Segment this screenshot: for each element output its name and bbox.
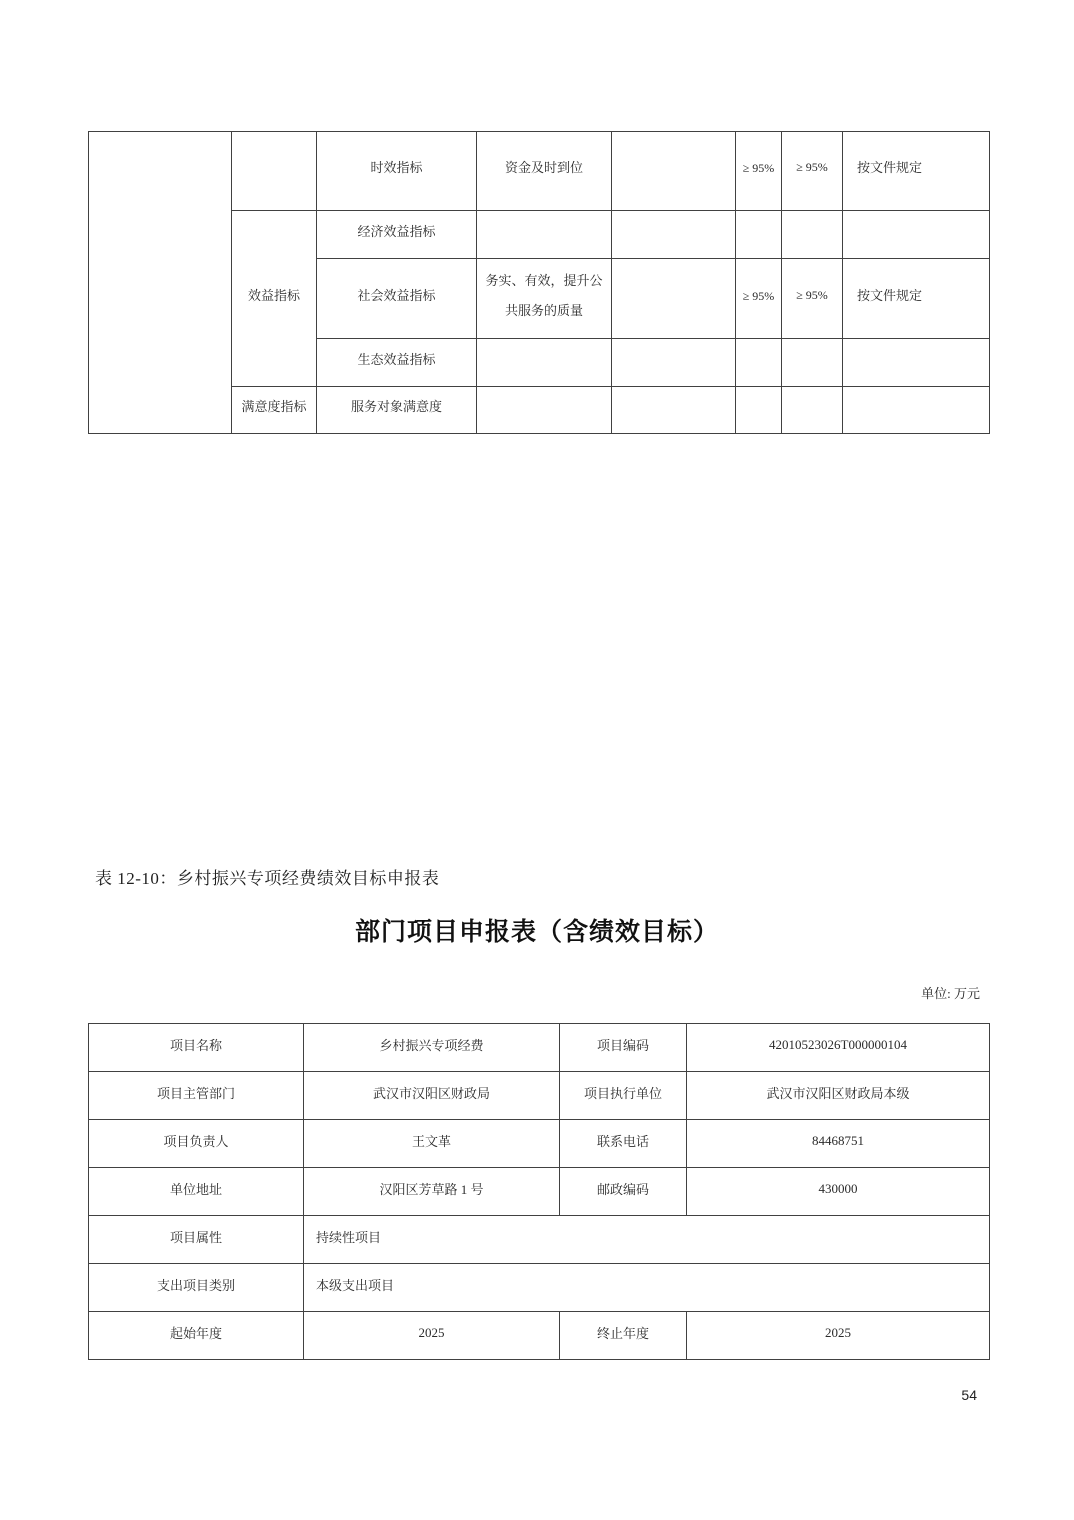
- field-value-cell: 持续性项目: [304, 1216, 990, 1264]
- field-label-cell: 项目执行单位: [560, 1072, 687, 1120]
- project-table: [88, 1023, 990, 1360]
- indicator-detail-cell: 资金及时到位: [477, 132, 612, 211]
- target-cell: [782, 387, 843, 434]
- field-label-cell: 联系电话: [560, 1120, 687, 1168]
- field-value-cell: 430000: [687, 1168, 990, 1216]
- field-value-cell: 2025: [687, 1312, 990, 1360]
- annual-target-cell: [736, 339, 782, 387]
- field-value-cell: 王文革: [304, 1120, 560, 1168]
- field-value-cell: 84468751: [687, 1120, 990, 1168]
- indicator-value-cell: [612, 211, 736, 259]
- annual-target-cell: [736, 211, 782, 259]
- field-label-cell: 支出项目类别: [89, 1264, 304, 1312]
- indicator-group-cell: [232, 132, 317, 211]
- field-label-cell: 邮政编码: [560, 1168, 687, 1216]
- basis-cell: [843, 387, 990, 434]
- basis-cell: 按文件规定: [843, 132, 990, 211]
- annual-target-cell: [736, 387, 782, 434]
- field-value-cell: 武汉市汉阳区财政局: [304, 1072, 560, 1120]
- target-cell: ≥ 95%: [782, 259, 843, 339]
- basis-cell: [843, 339, 990, 387]
- field-label-cell: 项目负责人: [89, 1120, 304, 1168]
- indicator-value-cell: [612, 132, 736, 211]
- field-value-cell: 2025: [304, 1312, 560, 1360]
- annual-target-cell: ≥ 95%: [736, 132, 782, 211]
- indicator-detail-cell: 务实、有效，提升公共服务的质量: [477, 259, 612, 339]
- indicator-group-cell: 效益指标: [232, 211, 317, 387]
- indicator-name-cell: 生态效益指标: [317, 339, 477, 387]
- table-caption: 表 12-10：乡村振兴专项经费绩效目标申报表: [95, 869, 440, 888]
- indicator-group-cell: 满意度指标: [232, 387, 317, 434]
- indicator-value-cell: [612, 339, 736, 387]
- indicator-detail-cell: [477, 339, 612, 387]
- unit-note: 单位: 万元: [921, 986, 980, 1001]
- field-value-cell: 本级支出项目: [304, 1264, 990, 1312]
- field-label-cell: 项目名称: [89, 1024, 304, 1072]
- indicator-value-cell: [612, 387, 736, 434]
- indicator-detail-cell: [477, 387, 612, 434]
- indicator-name-cell: 时效指标: [317, 132, 477, 211]
- field-label-cell: 起始年度: [89, 1312, 304, 1360]
- field-label-cell: 单位地址: [89, 1168, 304, 1216]
- target-cell: [782, 211, 843, 259]
- indicator-detail-cell: [477, 211, 612, 259]
- indicator-category-span-cell: [89, 132, 232, 434]
- basis-cell: 按文件规定: [843, 259, 990, 339]
- annual-target-cell: ≥ 95%: [736, 259, 782, 339]
- indicator-table: [88, 131, 990, 434]
- indicator-value-cell: [612, 259, 736, 339]
- indicator-name-cell: 经济效益指标: [317, 211, 477, 259]
- field-value-cell: 42010523026T000000104: [687, 1024, 990, 1072]
- field-label-cell: 项目属性: [89, 1216, 304, 1264]
- field-value-cell: 武汉市汉阳区财政局本级: [687, 1072, 990, 1120]
- indicator-name-cell: 服务对象满意度: [317, 387, 477, 434]
- page-number: 54: [961, 1387, 977, 1403]
- field-value-cell: 乡村振兴专项经费: [304, 1024, 560, 1072]
- page-title: 部门项目申报表（含绩效目标）: [354, 918, 719, 946]
- target-cell: ≥ 95%: [782, 132, 843, 211]
- target-cell: [782, 339, 843, 387]
- field-label-cell: 项目主管部门: [89, 1072, 304, 1120]
- indicator-name-cell: 社会效益指标: [317, 259, 477, 339]
- field-value-cell: 汉阳区芳草路 1 号: [304, 1168, 560, 1216]
- basis-cell: [843, 211, 990, 259]
- field-label-cell: 项目编码: [560, 1024, 687, 1072]
- field-label-cell: 终止年度: [560, 1312, 687, 1360]
